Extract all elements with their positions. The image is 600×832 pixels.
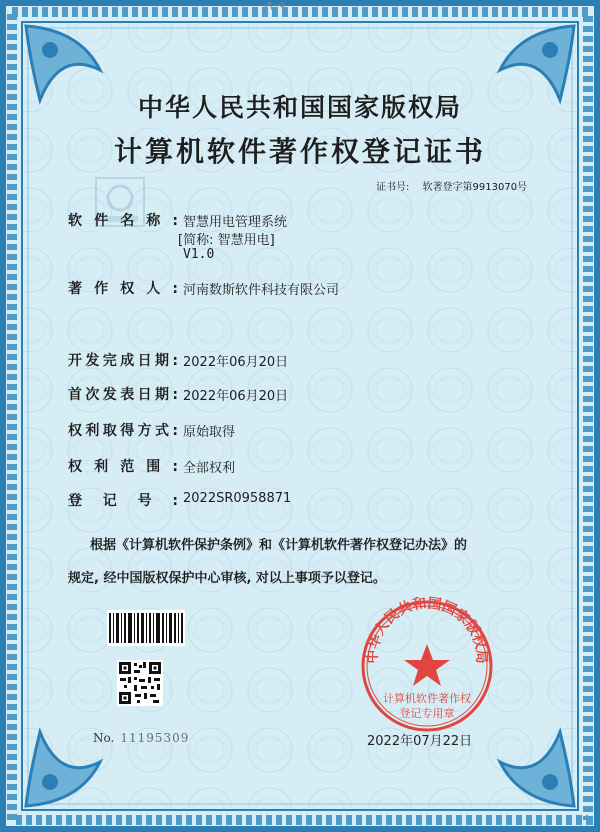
field-label-dev-date: 开发完成日期: (68, 353, 178, 369)
field-value-copyright-owner: 河南数斯软件科技有限公司 (183, 283, 340, 298)
handwritten-mark (258, 0, 328, 14)
field-label-registration-no: 登记号: (68, 493, 178, 509)
issuer-title: 中华人民共和国国家版权局 (137, 93, 462, 122)
seal-ring-textpath: 中华人民共和国国家版权局 (364, 596, 490, 664)
seal-line-2: 登记专用章 (399, 707, 455, 720)
field-label-publish-date: 首次发表日期: (68, 387, 178, 403)
field-label-rights-scope: 权利范围: (68, 459, 178, 475)
issue-date: 2022年07月22日 (367, 734, 473, 749)
statement-line-1: 根据《计算机软件保护条例》和《计算机软件著作权登记办法》的 (90, 538, 468, 553)
field-label-copyright-owner: 著作权人: (68, 281, 178, 297)
certificate-number-label: 证书号: (376, 182, 410, 193)
software-short-name: [简称: 智慧用电] (178, 233, 275, 248)
certificate-number (376, 178, 527, 193)
field-value-dev-date: 2022年06月20日 (183, 355, 289, 370)
statement-line-2: 规定, 经中国版权保护中心审核, 对以上事项予以登记。 (68, 571, 386, 586)
field-label-acquisition: 权利取得方式: (68, 423, 178, 439)
field-label-software-name: 软件名称: (68, 213, 178, 229)
qr-code (117, 660, 163, 706)
barcode (107, 610, 185, 646)
field-value-software-name: 智慧用电管理系统 (183, 215, 288, 230)
field-value-acquisition: 原始取得 (183, 425, 236, 440)
field-value-registration-no: 2022SR0958871 (183, 491, 292, 506)
serial-number (93, 731, 189, 745)
official-seal (357, 596, 497, 736)
field-value-rights-scope: 全部权利 (183, 461, 236, 476)
field-value-publish-date: 2022年06月20日 (183, 389, 289, 404)
certificate-number-value: 软著登字第9913070号 (422, 182, 528, 193)
seal-line-1: 计算机软件著作权 (383, 692, 471, 705)
serial-label: No. (93, 731, 115, 745)
software-version: V1.0 (183, 247, 215, 262)
certificate-title: 计算机软件著作权登记证书 (113, 135, 486, 168)
serial-value: 11195309 (120, 731, 190, 745)
